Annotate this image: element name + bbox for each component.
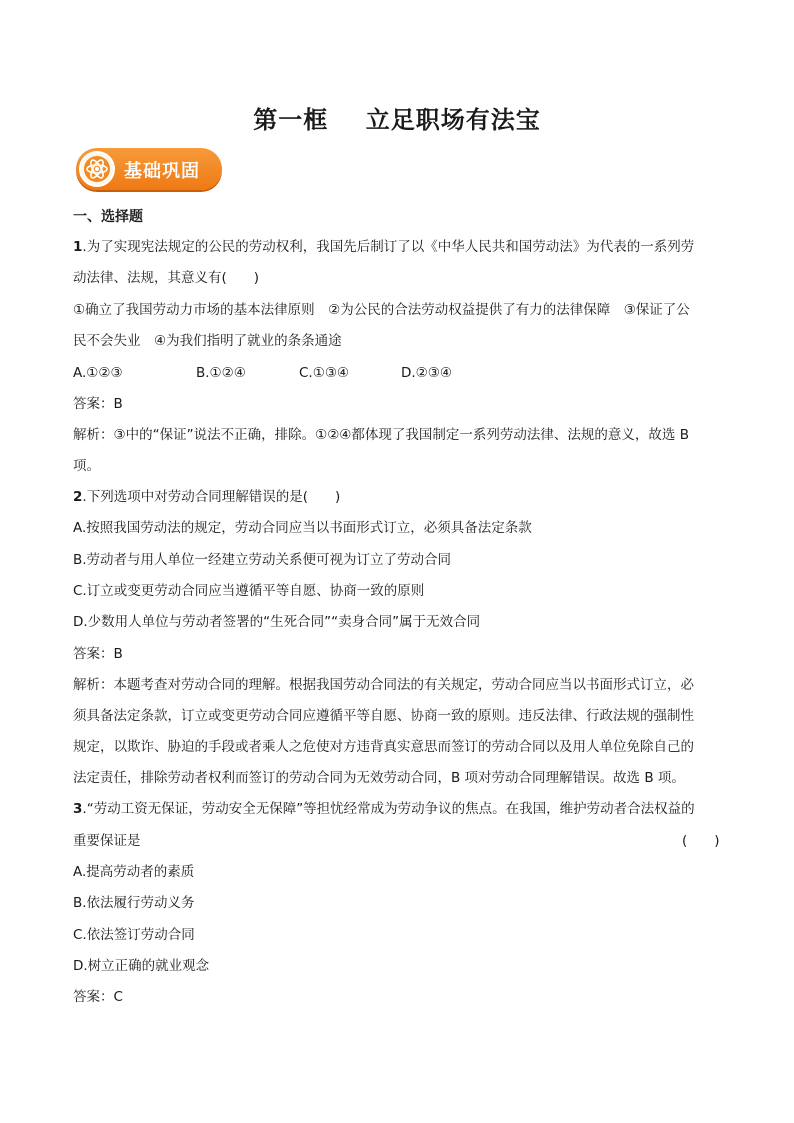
section-badge (76, 148, 222, 190)
q3-option-b: B.依法履行劳动义务 (73, 895, 195, 911)
q2-number: 2 (73, 489, 83, 505)
q1-analysis-line1: 解析：③中的“保证”说法不正确，排除。①②④都体现了我国制定一系列劳动法律、法规的意义，故选 B (73, 427, 689, 443)
q2-analysis-line2: 须具备法定条款，订立或变更劳动合同应遵循平等自愿、协商一致的原则。违反法律、行政法规的强制性 (73, 708, 694, 724)
q3-answer: 答案：C (73, 989, 123, 1005)
q3-answer-blank: ( ) (682, 833, 720, 849)
q2-stem-text: .下列选项中对劳动合同理解错误的是( ) (82, 489, 341, 505)
q1-statements-line2: 民不会失业 ④为我们指明了就业的条条通途 (73, 333, 342, 349)
q1-stem-line2: 动法律、法规，其意义有( ) (73, 270, 260, 286)
section-heading: 一、选择题 (73, 209, 143, 225)
q2-option-d: D.少数用人单位与劳动者签署的“生死合同”“卖身合同”属于无效合同 (73, 614, 481, 630)
q3-number: 3 (73, 801, 83, 817)
q2-option-c: C.订立或变更劳动合同应当遵循平等自愿、协商一致的原则 (73, 583, 425, 599)
badge-label: 基础巩固 (124, 161, 200, 182)
q1-option-d: D.②③④ (401, 365, 452, 381)
q2-analysis-line1: 解析：本题考查对劳动合同的理解。根据我国劳动合同法的有关规定，劳动合同应当以书面形式订立，必 (73, 677, 694, 693)
q1-statements-line1: ①确立了我国劳动力市场的基本法律原则 ②为公民的合法劳动权益提供了有力的法律保障 ③保证了公 (73, 302, 690, 318)
q1-analysis-line2: 项。 (73, 458, 100, 474)
q1-number: 1 (73, 239, 83, 255)
q3-stem-text: .“劳动工资无保证，劳动安全无保障”等担忧经常成为劳动争议的焦点。在我国，维护劳动者合法权益的 (82, 801, 695, 817)
q2-analysis-line3: 规定，以欺诈、胁迫的手段或者乘人之危使对方违背真实意思而签订的劳动合同以及用人单位免除自己的 (73, 739, 694, 755)
page-title: 第一框 立足职场有法宝 (253, 105, 541, 134)
q2-answer: 答案：B (73, 646, 123, 662)
q3-stem-line2: 重要保证是 (73, 833, 141, 849)
q1-option-a: A.①②③ (73, 365, 123, 381)
q3-stem-line1 (73, 799, 695, 819)
q2-stem (73, 487, 340, 507)
q1-stem-text: .为了实现宪法规定的公民的劳动权利，我国先后制订了以《中华人民共和国劳动法》为代表的一系列劳 (82, 239, 695, 255)
q2-option-b: B.劳动者与用人单位一经建立劳动关系便可视为订立了劳动合同 (73, 552, 452, 568)
atom-icon (79, 151, 115, 187)
q2-analysis-line4: 法定责任，排除劳动者权利而签订的劳动合同为无效劳动合同，B 项对劳动合同理解错误。故选 B 项。 (73, 770, 685, 786)
q1-option-b: B.①②④ (196, 365, 246, 381)
q1-option-c: C.①③④ (299, 365, 350, 381)
q3-option-d: D.树立正确的就业观念 (73, 958, 210, 974)
q2-option-a: A.按照我国劳动法的规定，劳动合同应当以书面形式订立，必须具备法定条款 (73, 520, 532, 536)
q1-answer: 答案：B (73, 396, 123, 412)
q3-option-a: A.提高劳动者的素质 (73, 864, 195, 880)
q3-option-c: C.依法签订劳动合同 (73, 927, 195, 943)
q1-stem-line1 (73, 237, 694, 257)
